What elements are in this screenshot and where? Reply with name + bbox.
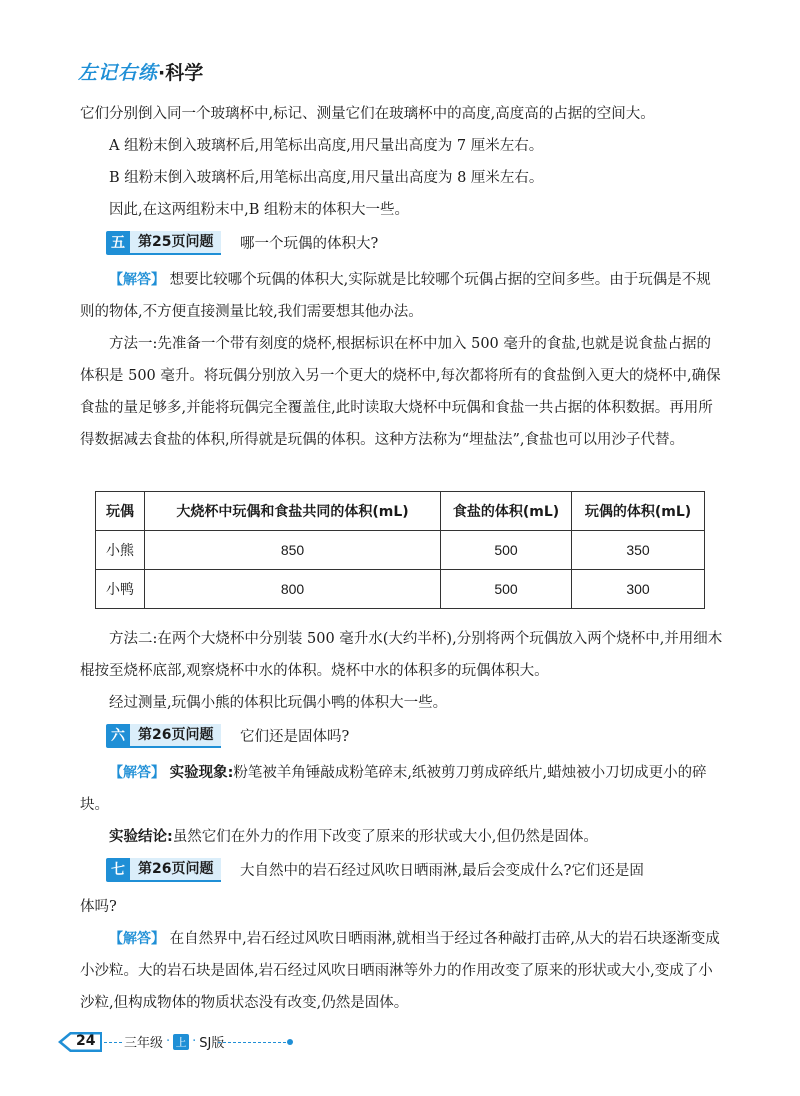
footer-divider: [218, 1042, 286, 1043]
question-6-text: 它们还是固体吗?: [240, 729, 350, 745]
question-7-badge: [106, 858, 221, 882]
phenomenon-text: 粉笔被羊角锤敲成粉笔碎末,纸被剪刀剪成碎纸片,蜡烛被小刀切成更小的碎块。: [80, 765, 707, 813]
brand-title: 左记右练: [78, 62, 159, 84]
footer-grade-info: [124, 1032, 224, 1051]
table-header-row: [96, 492, 705, 531]
grade-label: 三年级: [124, 1036, 164, 1051]
table-cell: 350: [572, 531, 705, 570]
table-cell: 小熊: [96, 531, 145, 570]
brand-separator: ·: [158, 62, 166, 84]
page-header: [78, 58, 203, 85]
table-cell: 小鸭: [96, 570, 145, 609]
answer-label: 【解答】: [109, 765, 165, 781]
conclusion-text: 虽然它们在外力的作用下改变了原来的形状或大小,但仍然是固体。: [172, 829, 598, 845]
question-5-number: 五: [106, 231, 130, 255]
question-7-title: 第26页问题: [130, 858, 221, 882]
intro-line-1: 它们分别倒入同一个玻璃杯中,标记、测量它们在玻璃杯中的高度,高度高的占据的空间大。: [80, 106, 655, 122]
table-header: 食盐的体积(mL): [441, 492, 572, 531]
volume-table: [95, 491, 705, 609]
table-cell: 500: [441, 570, 572, 609]
table-header: 玩偶的体积(mL): [572, 492, 705, 531]
subject-title: 科学: [165, 62, 204, 84]
question-5-conclusion: 经过测量,玩偶小熊的体积比玩偶小鸭的体积大一些。: [109, 695, 448, 711]
dot-separator: ·: [166, 1034, 171, 1049]
question-6-phenomenon: [80, 757, 725, 821]
intro-line-3: B 组粉末倒入玻璃杯后,用笔标出高度,用尺量出高度为 8 厘米左右。: [109, 170, 544, 186]
table-cell: 500: [441, 531, 572, 570]
table-row: [96, 570, 705, 609]
method-two: 方法二:在两个大烧杯中分别装 500 毫升水(大约半杯),分别将两个玩偶放入两个烧杯中,并用细木棍按至烧杯底部,观察烧杯中水的体积。烧杯中水的体积多的玩偶体积大。: [80, 631, 723, 679]
intro-line-4: 因此,在这两组粉末中,B 组粉末的体积大一些。: [109, 202, 409, 218]
table-row: [96, 531, 705, 570]
method-one: 方法一:先准备一个带有刻度的烧杯,根据标识在杯中加入 500 毫升的食盐,也就是说食盐占据的体积是 500 毫升。将玩偶分别放入另一个更大的烧杯中,每次都将所有的食盐倒入更大的烧杯中,确保食盐的量足够多,并能将玩偶完全覆盖住,此时读取大烧杯中玩偶和食盐一共占据的体积数据。再用所得数据减去食盐的体积,所得就是玩偶的体积。这种方法称为“埋盐法”,食盐也可以用沙子代替。: [80, 336, 721, 448]
question-5-answer-text: 想要比较哪个玩偶的体积大,实际就是比较哪个玩偶占据的空间多些。由于玩偶是不规则的物体,不方便直接测量比较,我们需要想其他办法。: [80, 272, 711, 320]
answer-label: 【解答】: [109, 272, 165, 288]
question-5-badge: [106, 231, 221, 255]
question-6-number: 六: [106, 724, 130, 748]
intro-line-2: A 组粉末倒入玻璃杯后,用笔标出高度,用尺量出高度为 7 厘米左右。: [109, 138, 544, 154]
page-content-lower: [80, 623, 725, 1019]
table-cell: 300: [572, 570, 705, 609]
phenomenon-label: 实验现象:: [169, 765, 234, 781]
question-7-answer: [80, 923, 725, 1019]
page-number: 24: [76, 1033, 96, 1049]
table-cell: 800: [145, 570, 441, 609]
question-6-title: 第26页问题: [130, 724, 221, 748]
answer-label: 【解答】: [109, 931, 165, 947]
table-cell: 850: [145, 531, 441, 570]
dot-separator: ·: [192, 1034, 197, 1049]
page-content: [80, 98, 725, 456]
footer-divider: [104, 1042, 122, 1043]
question-5-text: 哪一个玩偶的体积大?: [240, 236, 379, 252]
footer-dot-icon: [287, 1039, 293, 1045]
question-7-answer-text: 在自然界中,岩石经过风吹日晒雨淋,就相当于经过各种敲打击碎,从大的岩石块逐渐变成小沙粒。大的岩石块是固体,岩石经过风吹日晒雨淋等外力的作用改变了原来的形状或大小,变成了小沙粒,但构成物体的物质状态没有改变,仍然是固体。: [80, 931, 720, 1011]
question-6-header: [80, 721, 725, 755]
question-7-number: 七: [106, 858, 130, 882]
question-7-text-cont: 体吗?: [80, 899, 117, 915]
question-7-header: [80, 855, 725, 889]
question-5-title: 第25页问题: [130, 231, 221, 255]
question-6-conclusion: [80, 821, 725, 853]
question-5-header: [80, 228, 725, 262]
table-header: 玩偶: [96, 492, 145, 531]
table-header: 大烧杯中玩偶和食盐共同的体积(mL): [145, 492, 441, 531]
question-6-badge: [106, 724, 221, 748]
question-5-answer: [80, 264, 725, 328]
page-footer: [58, 1030, 318, 1056]
edition-label: SJ版: [199, 1036, 225, 1051]
semester-badge: 上: [173, 1034, 189, 1050]
conclusion-label: 实验结论:: [109, 829, 173, 845]
question-7-text: 大自然中的岩石经过风吹日晒雨淋,最后会变成什么?它们还是固: [240, 863, 644, 879]
